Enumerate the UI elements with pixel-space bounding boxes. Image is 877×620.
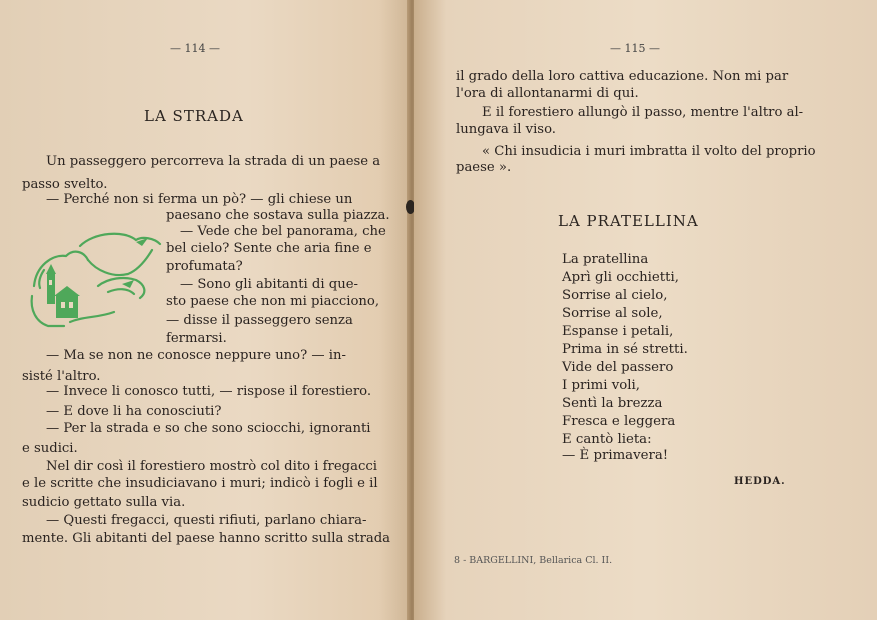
text-line: lungava il viso. xyxy=(456,122,556,137)
poem-line: Prima in sé stretti. xyxy=(562,342,688,357)
text-line: — Questi fregacci, questi rifiuti, parlano chiara- xyxy=(46,513,367,528)
poem-line: Aprì gli occhietti, xyxy=(562,270,679,285)
poem-line: Vide del passero xyxy=(562,360,674,375)
text-line: paesano che sostava sulla piazza. xyxy=(166,208,390,223)
poem-line: I primi voli, xyxy=(562,378,640,393)
text-line: — Vede che bel panorama, che xyxy=(180,224,386,239)
text-line: Nel dir così il forestiero mostrò col dito i fregacci xyxy=(46,459,377,474)
page-number-right: — 115 — xyxy=(610,42,660,55)
text-line: — Per la strada e so che sono sciocchi, ignoranti xyxy=(46,421,371,436)
poem-line: Sorrise al cielo, xyxy=(562,288,668,303)
text-line: « Chi insudicia i muri imbratta il volto del proprio xyxy=(482,144,816,159)
text-line: sudicio gettato sulla via. xyxy=(22,495,186,510)
poem-line: Espanse i petali, xyxy=(562,324,674,339)
text-line: — disse il passeggero senza xyxy=(166,313,353,328)
right-page xyxy=(414,0,877,620)
text-line: — Invece li conosco tutti, — rispose il forestiero. xyxy=(46,384,372,399)
text-line: il grado della loro cattiva educazione. Non mi par xyxy=(456,69,789,84)
left-page xyxy=(0,0,412,620)
text-line: profumata? xyxy=(166,259,243,274)
text-line: fermarsi. xyxy=(166,331,227,346)
text-line: passo svelto. xyxy=(22,177,108,192)
text-line: — E dove li ha conosciuti? xyxy=(46,404,222,419)
text-line: sisté l'altro. xyxy=(22,369,101,384)
story-title: LA STRADA xyxy=(144,107,244,125)
page-number-left: — 114 — xyxy=(170,42,220,55)
poem-line: — È primavera! xyxy=(562,448,669,463)
text-line: l'ora di allontanarmi di qui. xyxy=(456,86,639,101)
text-line: mente. Gli abitanti del paese hanno scritto sulla strada xyxy=(22,531,391,546)
text-line: — Perché non si ferma un pò? — gli chiese un xyxy=(46,192,353,207)
text-line: — Sono gli abitanti di que- xyxy=(180,277,358,292)
poem-title: LA PRATELLINA xyxy=(558,212,699,230)
text-line: e le scritte che insudiciavano i muri; indicò i fogli e il xyxy=(22,476,378,491)
poem-line: Sorrise al sole, xyxy=(562,306,663,321)
poem-line: La pratellina xyxy=(562,252,649,267)
text-line: bel cielo? Sente che aria fine e xyxy=(166,241,372,256)
text-line: — Ma se non ne conosce neppure uno? — in- xyxy=(46,348,346,363)
author-signature: HEDDA. xyxy=(734,476,786,487)
text-line: sto paese che non mi piacciono, xyxy=(166,294,380,309)
poem-line: Sentì la brezza xyxy=(562,396,663,411)
text-line: e sudici. xyxy=(22,441,78,456)
village-illustration xyxy=(24,226,164,336)
page-footer: 8 - BARGELLINI, Bellarica Cl. II. xyxy=(454,555,613,566)
text-line: Un passeggero percorreva la strada di un paese a xyxy=(46,154,381,169)
text-line: paese ». xyxy=(456,160,512,175)
poem-line: Fresca e leggera xyxy=(562,414,676,429)
poem-line: E cantò lieta: xyxy=(562,432,652,447)
text-line: E il forestiero allungò il passo, mentre l'altro al- xyxy=(482,105,804,120)
